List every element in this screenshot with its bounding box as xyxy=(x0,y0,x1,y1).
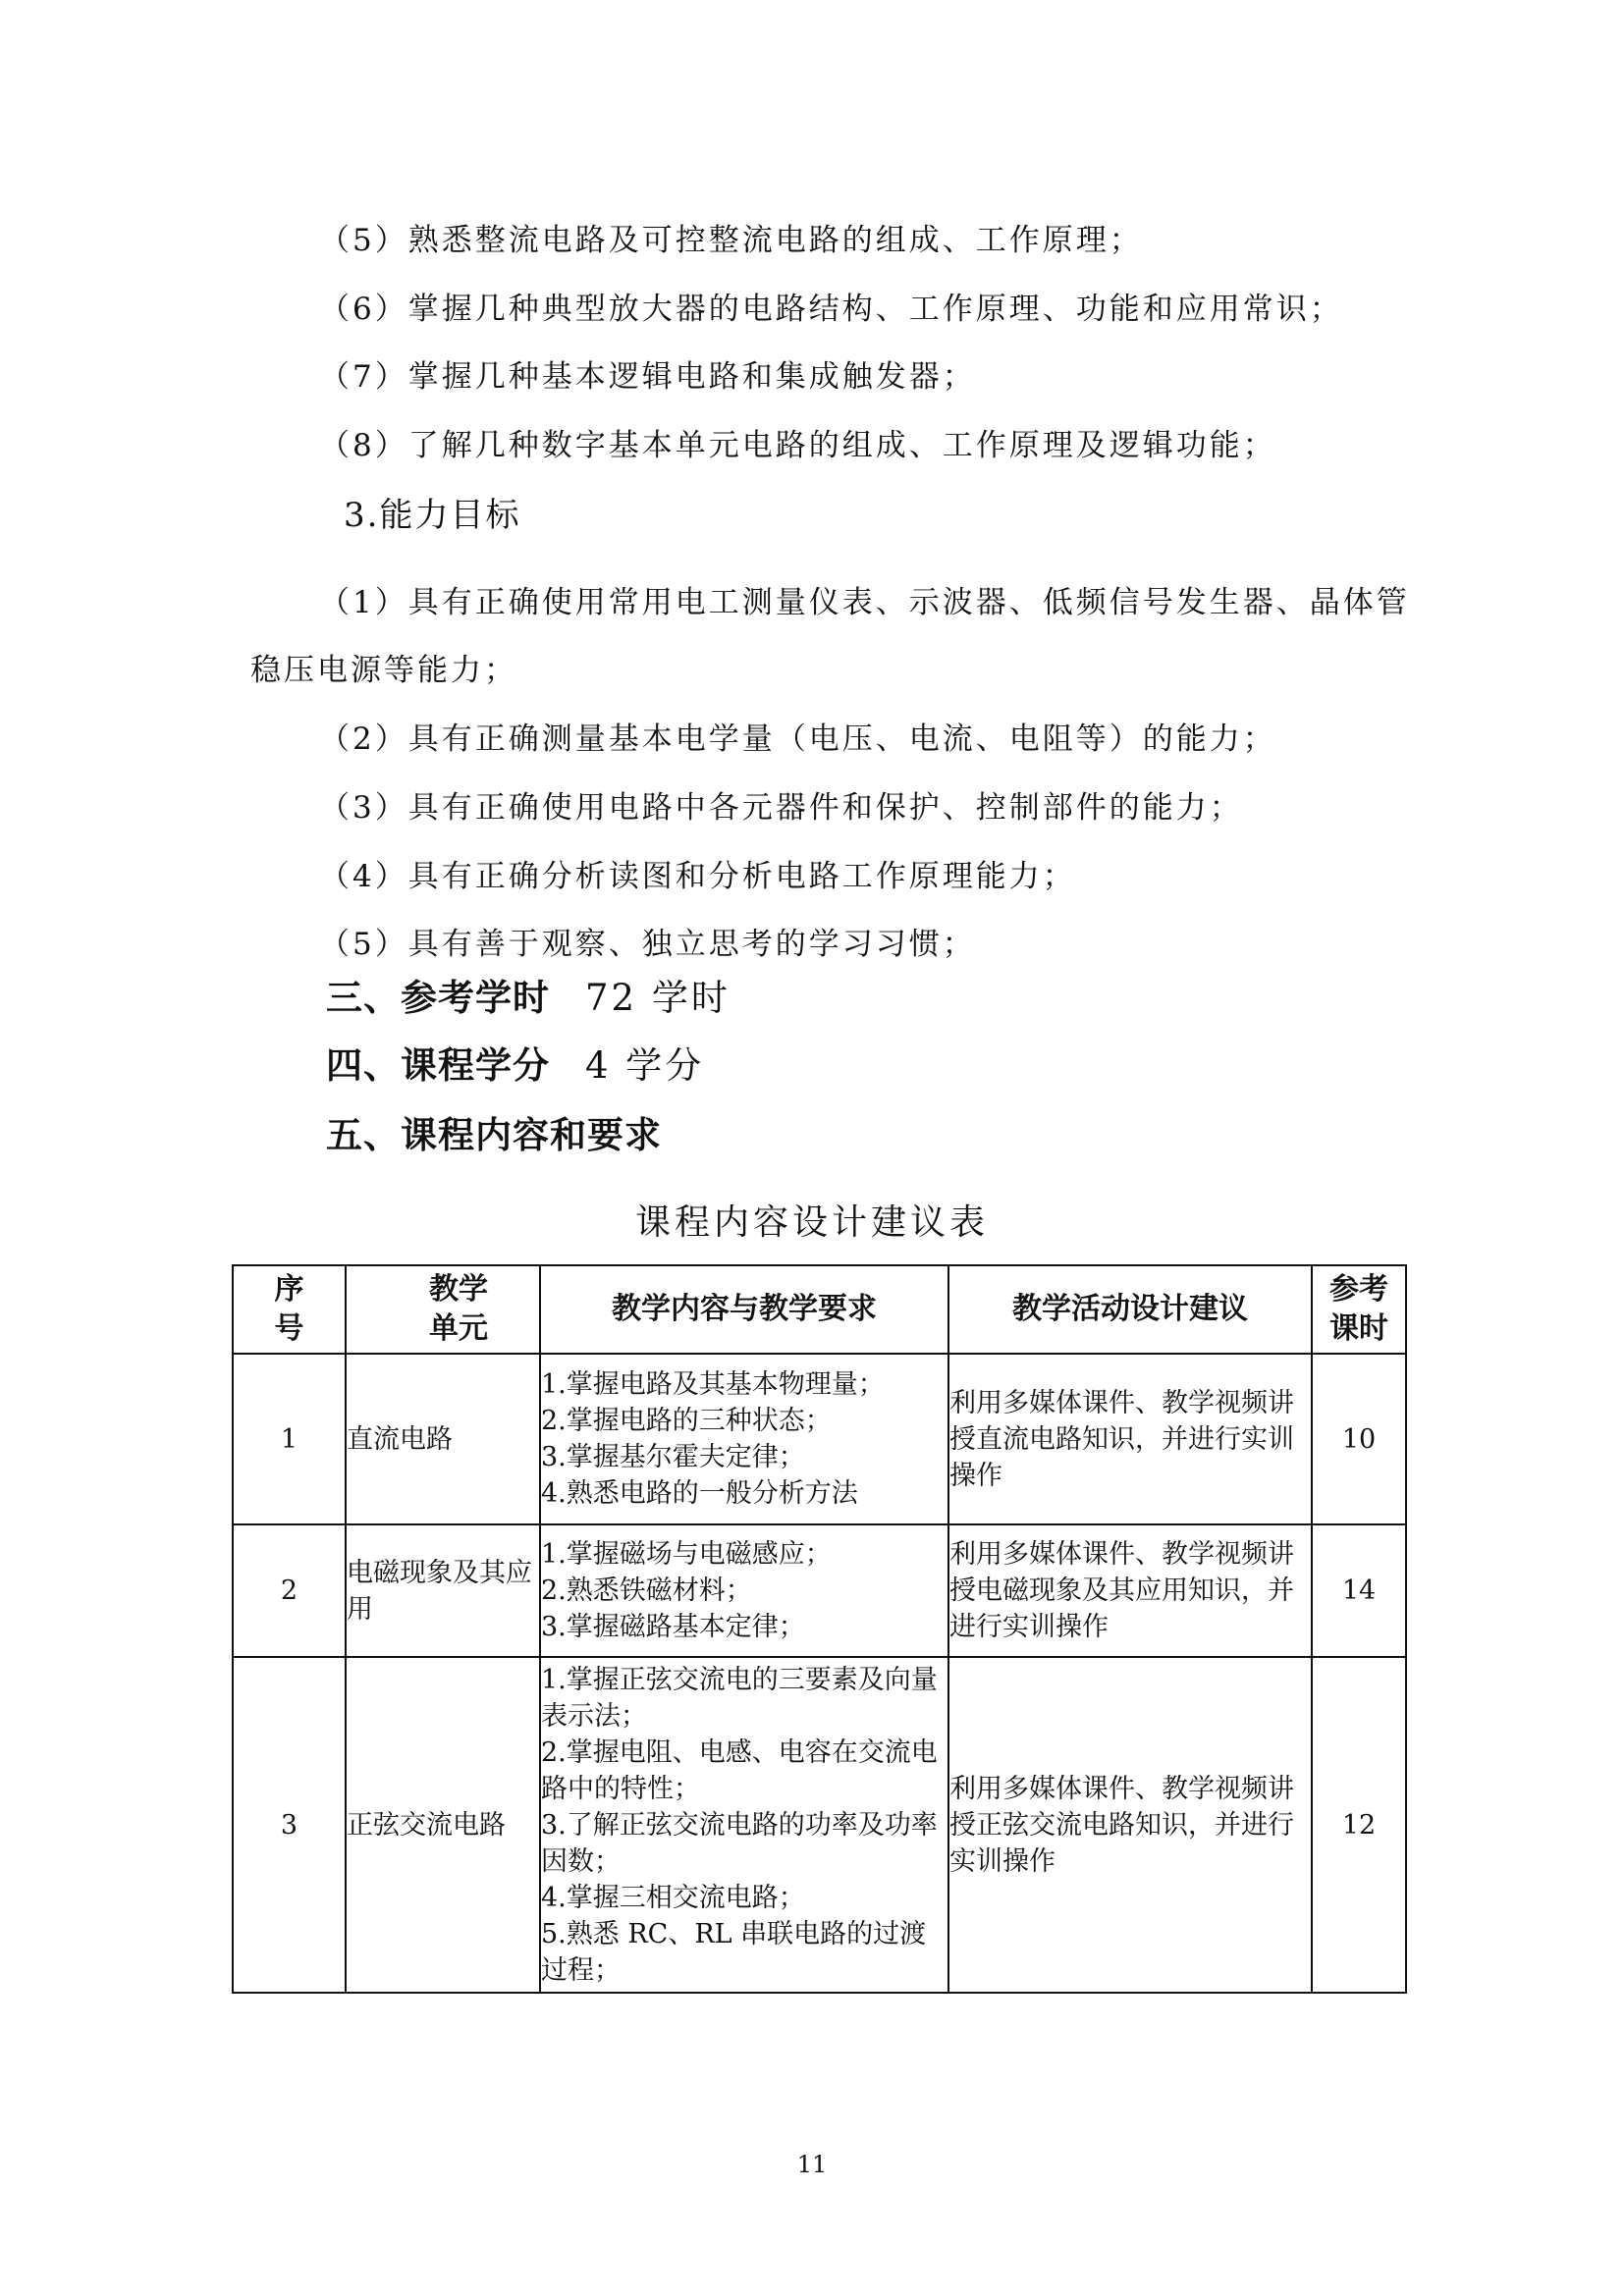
header-reference-hours: 参考 课时 xyxy=(1312,1265,1406,1354)
table-row xyxy=(233,1524,1406,1657)
course-content-table xyxy=(232,1264,1407,1994)
row-hours: 10 xyxy=(1312,1354,1406,1524)
section-course-credits xyxy=(326,1043,704,1089)
content-item: 3.掌握基尔霍夫定律； xyxy=(541,1442,805,1472)
content-item: 2.掌握电阻、电感、电容在交流电路中的特性； xyxy=(541,1736,938,1804)
content-item: 1.掌握磁场与电磁感应； xyxy=(541,1539,832,1570)
knowledge-item-7: （7）掌握几种基本逻辑电路和集成触发器； xyxy=(319,359,976,395)
row-activity: 利用多媒体课件、教学视频讲授正弦交流电路知识，并进行实训操作 xyxy=(948,1657,1312,1993)
section-reference-hours xyxy=(326,976,731,1021)
ability-item-1-line-1: （1）具有正确使用常用电工测量仪表、示波器、低频信号发生器、晶体管 xyxy=(319,585,1410,620)
header-teaching-unit: 教学 单元 xyxy=(346,1265,540,1354)
section-course-credits-title: 四、课程学分 xyxy=(326,1044,550,1087)
content-item: 3.了解正弦交流电路的功率及功率因数； xyxy=(541,1809,938,1877)
content-item: 5.熟悉 RC、RL 串联电路的过渡过程； xyxy=(541,1918,927,1986)
content-item: 2.掌握电路的三种状态； xyxy=(541,1406,832,1436)
content-item: 1.掌握正弦交流电的三要素及向量表示法； xyxy=(541,1664,938,1732)
table-title: 课程内容设计建议表 xyxy=(634,1202,989,1243)
content-item: 2.熟悉铁磁材料； xyxy=(541,1575,752,1606)
row-serial-no: 2 xyxy=(233,1524,346,1657)
row-teaching-unit: 电磁现象及其应用 xyxy=(346,1524,540,1657)
page-number: 11 xyxy=(796,2151,828,2178)
section-reference-hours-title: 三、参考学时 xyxy=(326,977,550,1019)
row-content-list xyxy=(540,1524,948,1657)
content-item: 4.熟悉电路的一般分析方法 xyxy=(541,1478,858,1509)
knowledge-item-6: （6）掌握几种典型放大器的电路结构、工作原理、功能和应用常识； xyxy=(319,292,1343,327)
row-content-list xyxy=(540,1354,948,1524)
row-serial-no: 1 xyxy=(233,1354,346,1524)
row-hours: 14 xyxy=(1312,1524,1406,1657)
ability-item-5: （5）具有善于观察、独立思考的学习习惯； xyxy=(319,927,976,962)
content-item: 1.掌握电路及其基本物理量； xyxy=(541,1369,885,1400)
ability-item-2: （2）具有正确测量基本电学量（电压、电流、电阻等）的能力； xyxy=(319,721,1276,757)
row-activity: 利用多媒体课件、教学视频讲授电磁现象及其应用知识，并进行实训操作 xyxy=(948,1524,1312,1657)
ability-item-1-line-2: 稳压电源等能力； xyxy=(250,653,517,688)
content-item: 4.掌握三相交流电路； xyxy=(541,1882,805,1913)
section-course-content-title: 五、课程内容和要求 xyxy=(326,1114,662,1156)
row-teaching-unit: 正弦交流电路 xyxy=(346,1657,540,1993)
knowledge-item-5: （5）熟悉整流电路及可控整流电路的组成、工作原理； xyxy=(319,223,1143,258)
knowledge-item-8: （8）了解几种数字基本单元电路的组成、工作原理及逻辑功能； xyxy=(319,428,1276,463)
section-reference-hours-value: 72 学时 xyxy=(585,977,731,1019)
row-activity: 利用多媒体课件、教学视频讲授直流电路知识，并进行实训操作 xyxy=(948,1354,1312,1524)
section-course-credits-value: 4 学分 xyxy=(585,1044,705,1087)
table-header-row xyxy=(233,1265,1406,1354)
content-item: 3.掌握磁路基本定律； xyxy=(541,1612,805,1642)
header-activity-suggestion: 教学活动设计建议 xyxy=(948,1265,1312,1354)
row-teaching-unit: 直流电路 xyxy=(346,1354,540,1524)
ability-heading: 3.能力目标 xyxy=(344,496,521,535)
header-serial-no: 序 号 xyxy=(233,1265,346,1354)
row-content-list xyxy=(540,1657,948,1993)
row-serial-no: 3 xyxy=(233,1657,346,1993)
table-row xyxy=(233,1354,1406,1524)
row-hours: 12 xyxy=(1312,1657,1406,1993)
ability-item-3: （3）具有正确使用电路中各元器件和保护、控制部件的能力； xyxy=(319,790,1243,826)
table-row xyxy=(233,1657,1406,1993)
header-content-requirements: 教学内容与教学要求 xyxy=(540,1265,948,1354)
ability-item-4: （4）具有正确分析读图和分析电路工作原理能力； xyxy=(319,859,1076,894)
